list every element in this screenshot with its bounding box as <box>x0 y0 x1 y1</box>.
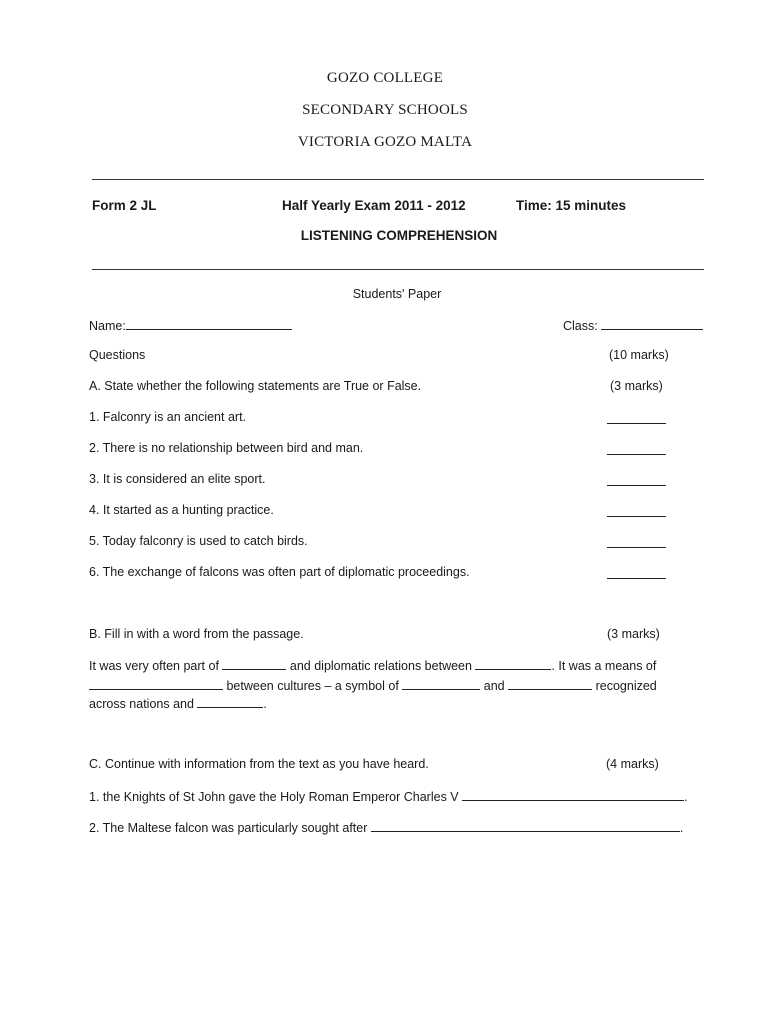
form-label: Form 2 JL <box>92 198 157 213</box>
section-a-marks: (3 marks) <box>610 379 663 393</box>
section-b-instruction: B. Fill in with a word from the passage. <box>89 627 304 641</box>
section-c-item-1 <box>89 788 688 804</box>
section-a-item-3: 3. It is considered an elite sport. <box>89 472 266 486</box>
class-blank[interactable] <box>601 317 703 330</box>
section-a-item-6: 6. The exchange of falcons was often part of diplomatic proceedings. <box>89 565 470 579</box>
fill-blank-3[interactable] <box>89 677 223 690</box>
header-divider-top <box>92 179 704 180</box>
section-c-instruction: C. Continue with information from the text as you have heard. <box>89 757 429 771</box>
section-c-item-1-text: 1. the Knights of St John gave the Holy Roman Emperor Charles V <box>89 790 459 804</box>
section-c-marks: (4 marks) <box>606 757 659 771</box>
answer-blank-5[interactable] <box>607 547 666 548</box>
fill-blank-6[interactable] <box>197 695 263 708</box>
fill-blank-5[interactable] <box>508 677 592 690</box>
section-a-item-4: 4. It started as a hunting practice. <box>89 503 274 517</box>
fill-blank-1[interactable] <box>222 657 286 670</box>
class-field <box>563 317 703 333</box>
section-a-instruction: A. State whether the following statements are True or False. <box>89 379 422 393</box>
school-location: VICTORIA GOZO MALTA <box>297 134 473 150</box>
name-blank[interactable] <box>126 317 292 330</box>
fill-text-7: across nations and <box>89 697 194 711</box>
class-label: Class: <box>563 319 598 333</box>
fill-text-8: . <box>263 697 267 711</box>
answer-blank-4[interactable] <box>607 516 666 517</box>
paper-type: Students' Paper <box>352 287 442 301</box>
section-c-item-1-end: . <box>684 790 688 804</box>
answer-blank-3[interactable] <box>607 485 666 486</box>
section-a-item-1: 1. Falconry is an ancient art. <box>89 410 247 424</box>
exam-subject: LISTENING COMPREHENSION <box>300 228 498 243</box>
answer-blank-2[interactable] <box>607 454 666 455</box>
section-b-line-3 <box>89 695 267 711</box>
section-c-blank-2[interactable] <box>371 819 680 832</box>
fill-text-5: and <box>483 679 505 693</box>
fill-text-1: It was very often part of <box>89 659 219 673</box>
section-a-item-5: 5. Today falconry is used to catch birds. <box>89 534 308 548</box>
section-b-marks: (3 marks) <box>607 627 660 641</box>
name-field <box>89 317 292 333</box>
section-b-line-2 <box>89 677 657 693</box>
exam-duration: Time: 15 minutes <box>516 198 627 213</box>
fill-text-4: between cultures – a symbol of <box>226 679 399 693</box>
answer-blank-1[interactable] <box>607 423 666 424</box>
name-label: Name: <box>89 319 126 333</box>
fill-blank-4[interactable] <box>402 677 480 690</box>
fill-blank-2[interactable] <box>475 657 551 670</box>
school-type: SECONDARY SCHOOLS <box>302 102 468 118</box>
section-c-item-2-end: . <box>679 821 684 835</box>
school-name: GOZO COLLEGE <box>326 70 444 86</box>
section-c-item-2-text: 2. The Maltese falcon was particularly sought after <box>89 821 368 835</box>
exam-title: Half Yearly Exam 2011 - 2012 <box>282 198 466 213</box>
section-a-item-2: 2. There is no relationship between bird and man. <box>89 441 364 455</box>
questions-heading: Questions <box>89 348 146 362</box>
fill-text-2: and diplomatic relations between <box>289 659 472 673</box>
section-c-blank-1[interactable] <box>462 788 684 801</box>
fill-text-6: recognized <box>595 679 657 693</box>
answer-blank-6[interactable] <box>607 578 666 579</box>
section-c-item-2 <box>89 819 683 835</box>
fill-text-3: . It was a means of <box>551 659 657 673</box>
questions-total-marks: (10 marks) <box>609 348 669 362</box>
section-b-line-1 <box>89 657 656 673</box>
header-divider-bottom <box>92 269 704 270</box>
